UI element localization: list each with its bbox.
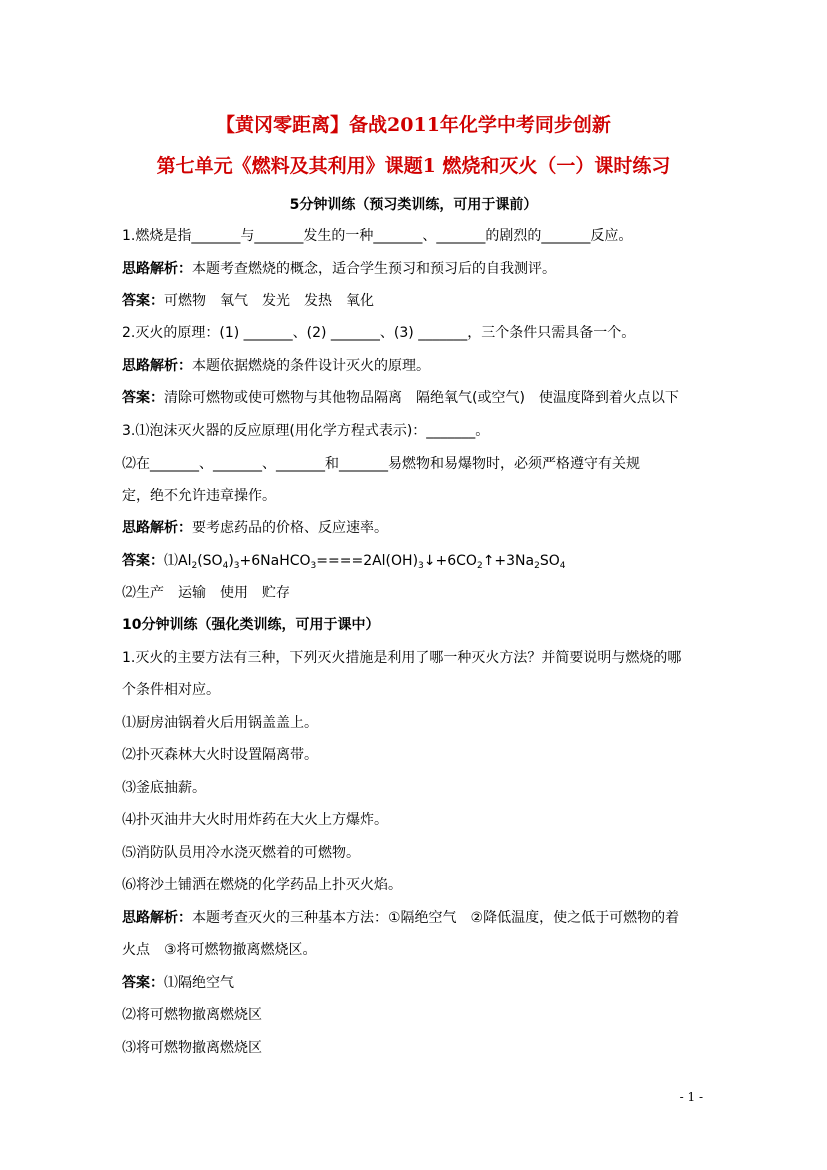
analysis-2 [122, 356, 430, 376]
section-heading-5min: 5分钟训练（预习类训练，可用于课前） [289, 197, 538, 213]
question-3b-line1: ⑵在_______、_______、_______和_______易燃物和易爆物时，必须严格遵守有关规 [122, 456, 640, 472]
question-4-line1: 1.灭火的主要方法有三种，下列灭火措施是利用了哪一种灭火方法？并简要说明与燃烧的哪 [122, 650, 682, 666]
analysis-text: 要考虑药品的价格、反应速率。 [192, 520, 388, 536]
analysis-text: 本题考查燃烧的概念，适合学生预习和预习后的自我测评。 [192, 261, 556, 277]
answer-text: 可燃物 氧气 发光 发热 氧化 [164, 293, 374, 309]
answer-4-2: ⑵将可燃物撤离燃烧区 [122, 1007, 262, 1023]
list-item: ⑸消防队员用冷水浇灭燃着的可燃物。 [122, 845, 360, 861]
analysis-4-line2: 火点 ③将可燃物撤离燃烧区。 [122, 942, 317, 958]
analysis-1 [122, 259, 556, 279]
analysis-label: 思路解析： [122, 358, 192, 374]
list-item: ⑴厨房油锅着火后用锅盖盖上。 [122, 715, 318, 731]
answer-label: 答案： [122, 975, 164, 991]
answer-4-1 [122, 973, 234, 993]
section-heading-10min: 10分钟训练（强化类训练，可用于课中） [122, 617, 380, 633]
question-2: 2.灭火的原理：(1) _______、(2) _______、(3) _______，三个条件只需具备一个。 [122, 325, 636, 341]
list-item: ⑶釜底抽薪。 [122, 780, 206, 796]
list-item: ⑵扑灭森林大火时设置隔离带。 [122, 747, 318, 763]
answer-3a-equation [122, 551, 565, 571]
question-3a: 3.⑴泡沫灭火器的反应原理(用化学方程式表示)：_______。 [122, 423, 490, 439]
answer-2 [122, 388, 679, 408]
document-title-line1: 【黄冈零距离】备战2011年化学中考同步创新 [216, 114, 611, 136]
question-1: 1.燃烧是指_______与_______发生的一种_______、_______的剧烈的_______反应。 [122, 228, 633, 244]
analysis-3 [122, 518, 388, 538]
analysis-label: 思路解析： [122, 910, 192, 926]
answer-text: 清除可燃物或使可燃物与其他物品隔离 隔绝氧气(或空气) 使温度降到着火点以下 [164, 390, 679, 406]
answer-1 [122, 291, 374, 311]
analysis-label: 思路解析： [122, 520, 192, 536]
analysis-text: 本题依据燃烧的条件设计灭火的原理。 [192, 358, 430, 374]
answer-label: 答案： [122, 293, 164, 309]
question-3b-line2: 定，绝不允许违章操作。 [122, 488, 276, 504]
answer-label: 答案： [122, 553, 164, 569]
analysis-4-line1 [122, 908, 679, 928]
analysis-label: 思路解析： [122, 261, 192, 277]
question-4-line2: 个条件相对应。 [122, 682, 220, 698]
answer-text: ⑴隔绝空气 [164, 975, 234, 991]
answer-label: 答案： [122, 390, 164, 406]
document-title-line2: 第七单元《燃料及其利用》课题1 燃烧和灭火（一）课时练习 [156, 155, 671, 177]
list-item: ⑷扑灭油井大火时用炸药在大火上方爆炸。 [122, 812, 388, 828]
answer-3b: ⑵生产 运输 使用 贮存 [122, 585, 290, 601]
chemical-equation: $⑴Al_2(SO_4)_3+6NaHCO_3====2Al(OH)_3↓+6CO_2↑+3Na_2SO_4$ [164, 553, 566, 571]
answer-4-3: ⑶将可燃物撤离燃烧区 [122, 1040, 262, 1056]
analysis-text: 本题考查灭火的三种基本方法：①隔绝空气 ②降低温度，使之低于可燃物的着 [192, 910, 680, 926]
list-item: ⑹将沙土铺洒在燃烧的化学药品上扑灭火焰。 [122, 877, 402, 893]
page-number: - 1 - [679, 1090, 703, 1104]
